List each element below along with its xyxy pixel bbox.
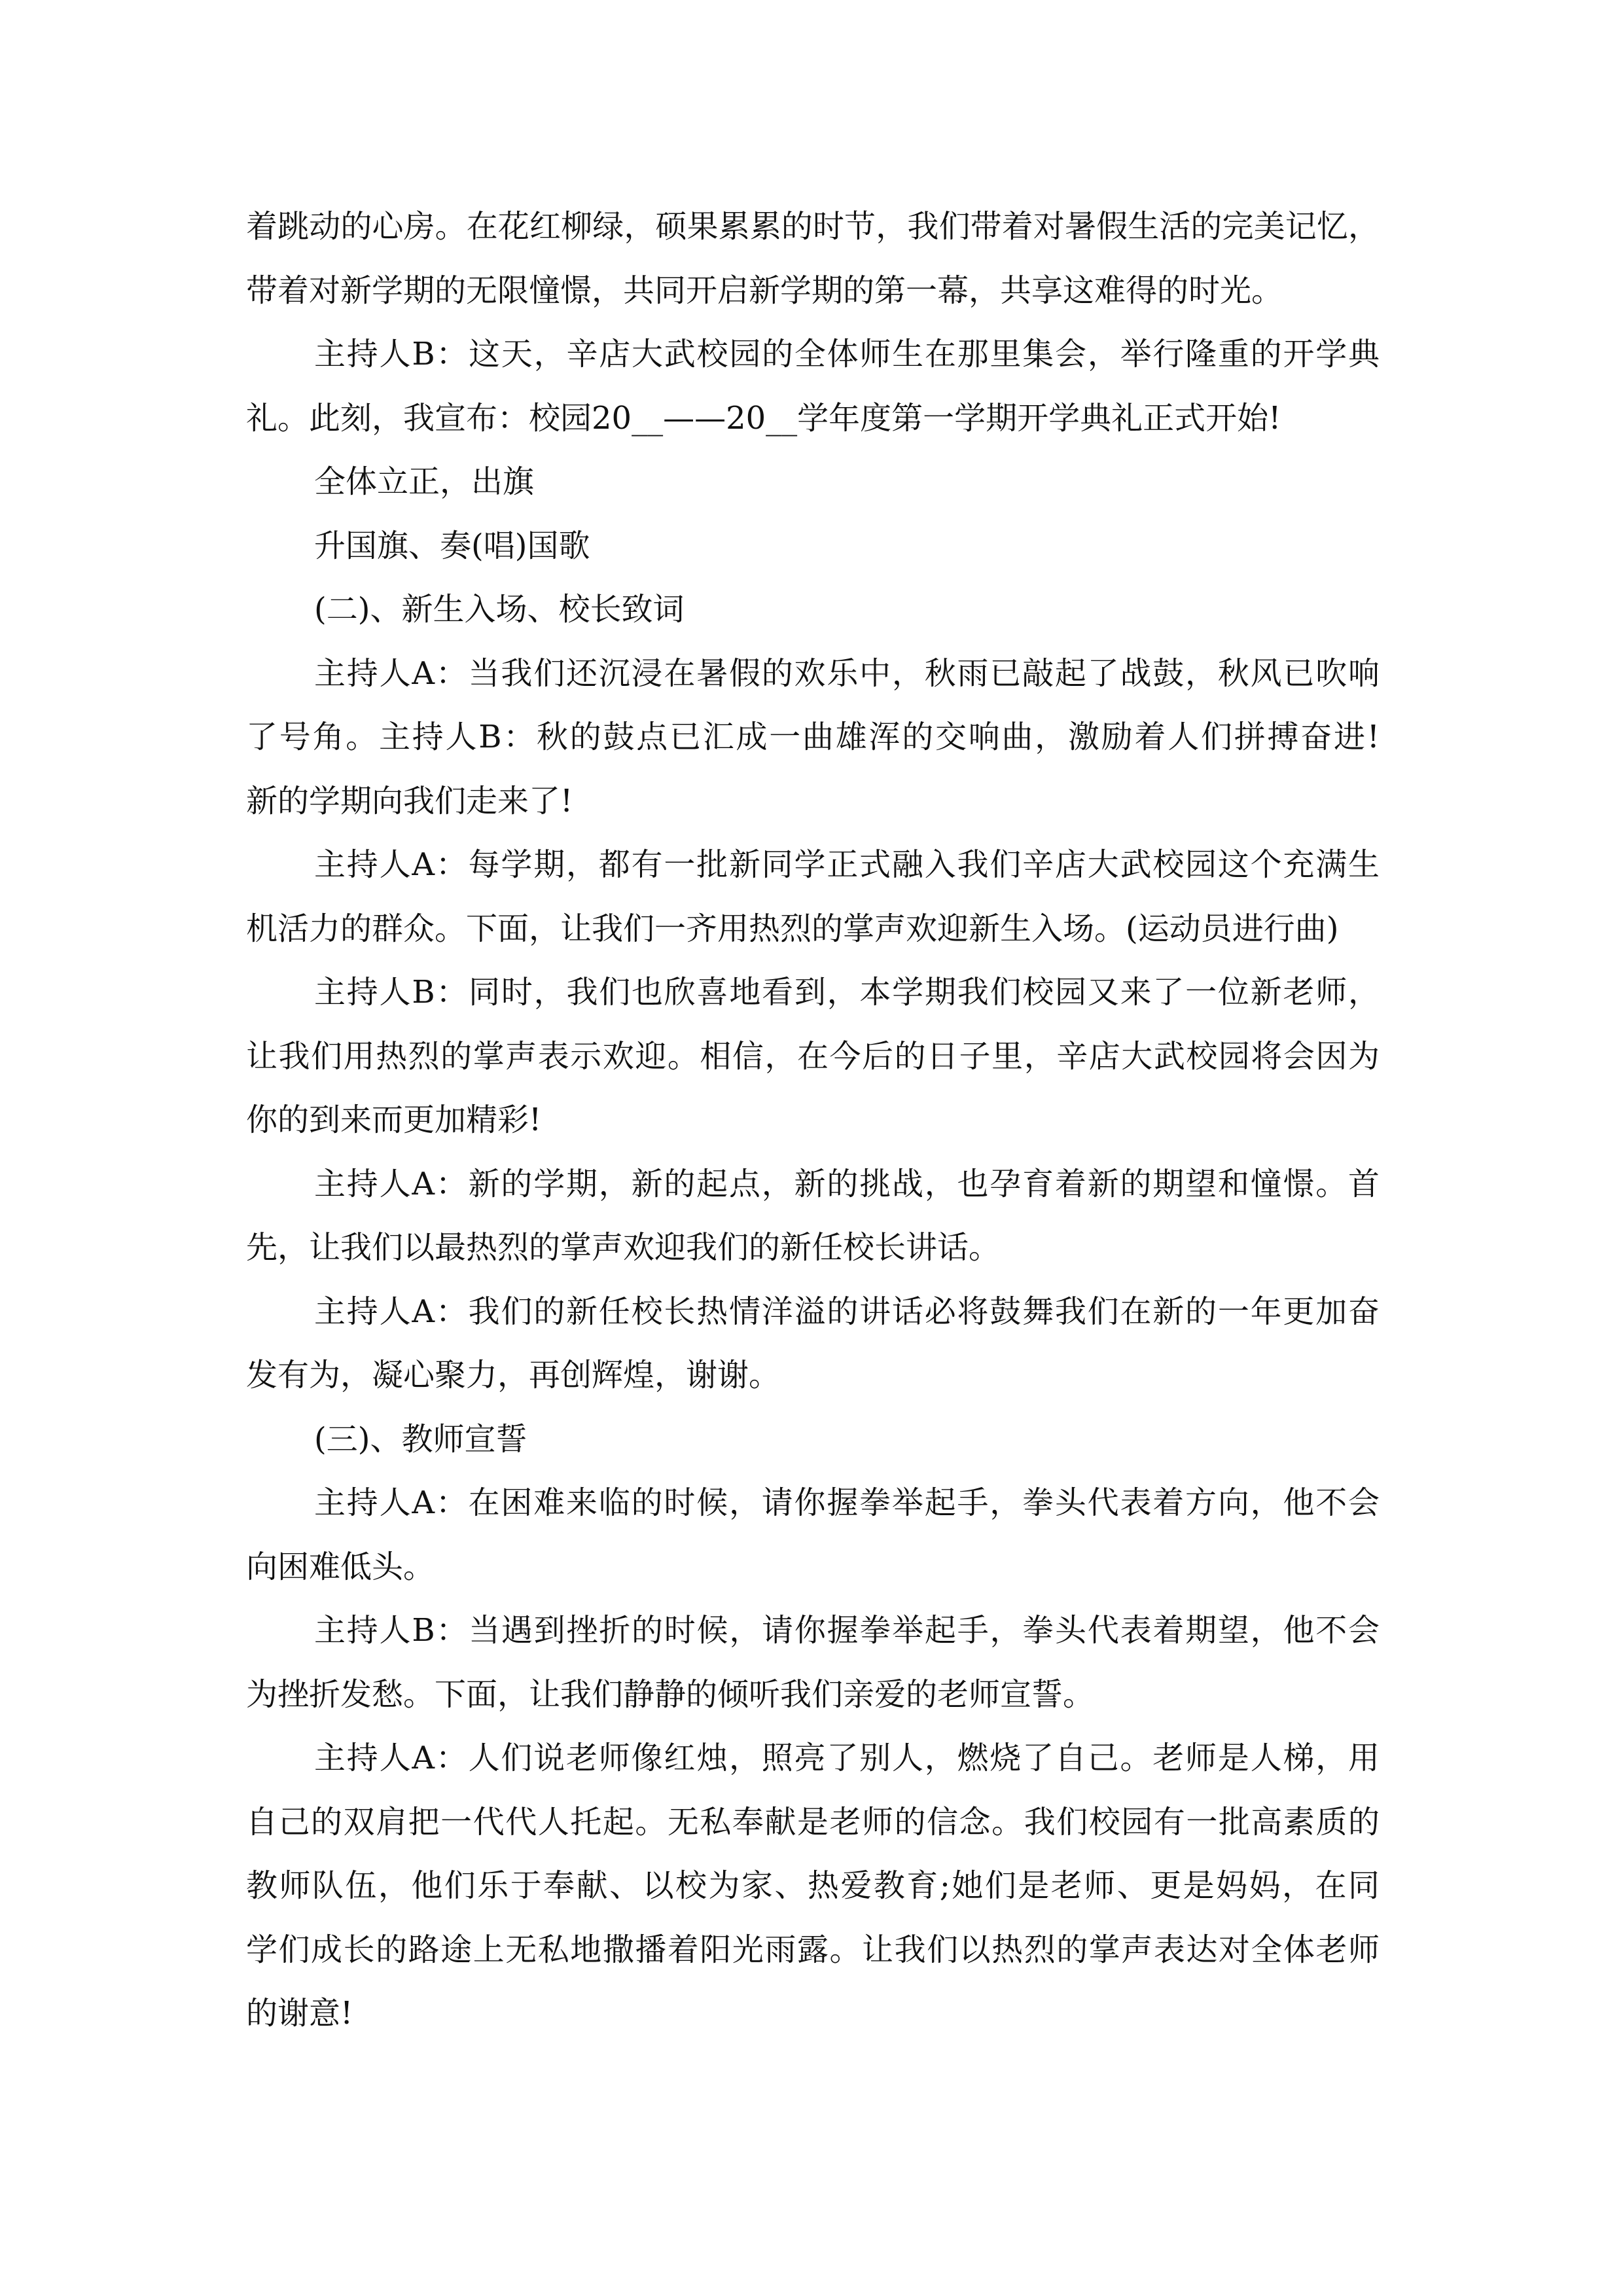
paragraph-line: (二)、新生入场、校长致词 <box>314 591 685 628</box>
paragraph <box>246 1153 1380 1280</box>
paragraph-line: 主持人A：人们说老师像红烛，照亮了别人，燃烧了自己。老师是人梯，用 <box>314 1740 1380 1776</box>
paragraph-line: 机活力的群众。下面，让我们一齐用热烈的掌声欢迎新生入场。(运动员进行曲) <box>246 910 1339 947</box>
paragraph-line: 主持人B：当遇到挫折的时候，请你握拳举起手，拳头代表着期望，他不会 <box>314 1612 1380 1649</box>
paragraph-line: 自己的双肩把一代代人托起。无私奉献是老师的信念。我们校园有一批高素质的 <box>246 1803 1380 1840</box>
paragraph-line: 发有为，凝心聚力，再创辉煌，谢谢。 <box>246 1357 781 1393</box>
paragraph <box>246 1471 1380 1599</box>
paragraph-line: 主持人A：在困难来临的时候，请你握拳举起手，拳头代表着方向，他不会 <box>314 1484 1380 1521</box>
paragraph <box>246 323 1380 450</box>
paragraph <box>246 1408 1380 1472</box>
paragraph <box>246 1599 1380 1727</box>
paragraph-line: 新的学期向我们走来了! <box>246 782 573 819</box>
paragraph <box>246 450 1380 514</box>
paragraph-line: 主持人A：当我们还沉浸在暑假的欢乐中，秋雨已敲起了战鼓，秋风已吹响 <box>314 655 1380 692</box>
paragraph-line: 礼。此刻，我宣布：校园20__——20__学年度第一学期开学典礼正式开始! <box>246 399 1281 437</box>
paragraph <box>246 195 1380 323</box>
paragraph <box>246 1280 1380 1408</box>
document-body <box>246 195 1380 2046</box>
paragraph <box>246 642 1380 834</box>
paragraph-line: 让我们用热烈的掌声表示欢迎。相信，在今后的日子里，辛店大武校园将会因为 <box>246 1037 1380 1075</box>
paragraph <box>246 578 1380 642</box>
paragraph-line: 主持人B：这天，辛店大武校园的全体师生在那里集会，举行隆重的开学典 <box>314 336 1380 372</box>
paragraph-line: 学们成长的路途上无私地撒播着阳光雨露。让我们以热烈的掌声表达对全体老师 <box>246 1931 1380 1968</box>
paragraph-line: 主持人B：同时，我们也欣喜地看到，本学期我们校园又来了一位新老师， <box>314 974 1380 1011</box>
paragraph <box>246 1727 1380 2046</box>
paragraph-line: 主持人A：每学期，都有一批新同学正式融入我们辛店大武校园这个充满生 <box>314 846 1380 883</box>
paragraph-line: (三)、教师宣誓 <box>314 1420 527 1458</box>
paragraph-line: 升国旗、奏(唱)国歌 <box>314 527 590 564</box>
paragraph-line: 教师队伍，他们乐于奉献、以校为家、热爱教育;她们是老师、更是妈妈，在同 <box>246 1867 1380 1904</box>
paragraph-line: 为挫折发愁。下面，让我们静静的倾听我们亲爱的老师宣誓。 <box>246 1676 1095 1713</box>
paragraph-line: 主持人A：新的学期，新的起点，新的挑战，也孕育着新的期望和憧憬。首 <box>314 1165 1380 1202</box>
paragraph-line: 你的到来而更加精彩! <box>246 1102 542 1138</box>
paragraph-line: 了号角。主持人B：秋的鼓点已汇成一曲雄浑的交响曲，激励着人们拼搏奋进! <box>246 719 1380 755</box>
paragraph <box>246 833 1380 961</box>
paragraph-line: 主持人A：我们的新任校长热情洋溢的讲话必将鼓舞我们在新的一年更加奋 <box>314 1293 1380 1330</box>
paragraph <box>246 514 1380 579</box>
paragraph-line: 先，让我们以最热烈的掌声欢迎我们的新任校长讲话。 <box>246 1229 1001 1266</box>
paragraph-line: 向困难低头。 <box>246 1548 435 1585</box>
paragraph <box>246 961 1380 1153</box>
paragraph-line: 着跳动的心房。在花红柳绿，硕果累累的时节，我们带着对暑假生活的完美记忆， <box>246 208 1380 245</box>
paragraph-line: 带着对新学期的无限憧憬，共同开启新学期的第一幕，共享这难得的时光。 <box>246 272 1283 309</box>
paragraph-line: 的谢意! <box>246 1995 353 2032</box>
paragraph-line: 全体立正，出旗 <box>314 463 535 500</box>
